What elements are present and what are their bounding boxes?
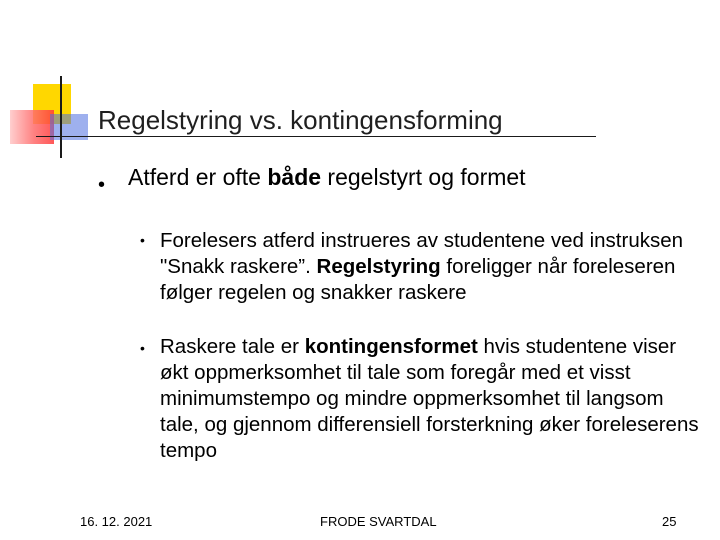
sub-bullet-text-2 xyxy=(160,334,700,464)
sub-bullet-1-pre: Forelesers atferd instrueres av studentene ved instruksen "Snakk raskere”. xyxy=(160,229,684,278)
main-bullet-bold: både xyxy=(267,164,322,190)
decor-vertical-line xyxy=(60,76,62,158)
decor-red-square xyxy=(10,110,54,144)
sub-bullet-1-bold: Regelstyring xyxy=(316,255,441,278)
main-bullet-post: regelstyrt og formet xyxy=(321,164,526,190)
footer-author: FRODE SVARTDAL xyxy=(320,514,437,529)
sub-bullet-2-post: hvis studentene viser økt oppmerksomhet til tale som foregår med et visst minimumstempo og mindre oppmerksomhet til langsom tale, og gjennom differensiell forsterkning øker foreleserens tempo xyxy=(160,335,699,462)
title-underline xyxy=(36,136,596,137)
bullet-icon: • xyxy=(98,174,106,196)
footer-date: 16. 12. 2021 xyxy=(80,514,153,529)
main-bullet-pre: Atferd er ofte xyxy=(128,164,268,190)
sub-bullet-icon: • xyxy=(140,232,145,248)
sub-bullet-2-pre: Raskere tale er xyxy=(160,335,305,358)
sub-bullet-icon: • xyxy=(140,340,145,356)
sub-bullet-2-bold: kontingensformet xyxy=(304,335,478,358)
main-bullet-text xyxy=(128,164,526,191)
sub-bullet-text-1 xyxy=(160,228,700,306)
slide-title: Regelstyring vs. kontingensforming xyxy=(98,105,503,135)
sub-bullet-1-post: foreligger når foreleseren følger regelen og snakker raskere xyxy=(160,255,676,304)
footer-page-number: 25 xyxy=(662,514,677,529)
